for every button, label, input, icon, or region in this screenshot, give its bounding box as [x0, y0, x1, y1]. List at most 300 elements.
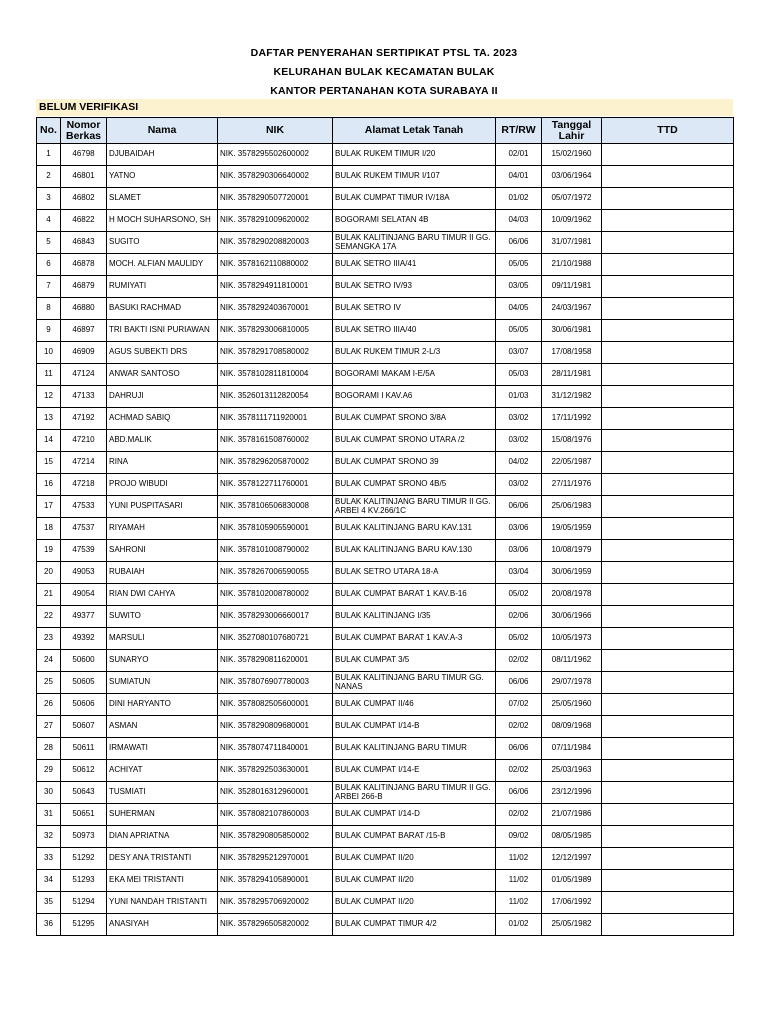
row-no: 29 — [37, 760, 61, 782]
row-no: 14 — [37, 430, 61, 452]
table-header-row — [37, 118, 734, 144]
row-ttd-signature-cell — [602, 518, 734, 540]
table-row — [37, 738, 734, 760]
row-rtrw: 06/06 — [496, 782, 542, 804]
row-no: 1 — [37, 144, 61, 166]
row-no: 36 — [37, 914, 61, 936]
row-rtrw: 11/02 — [496, 870, 542, 892]
row-nik: NIK. 3578082107860003 — [218, 804, 333, 826]
row-rtrw: 05/03 — [496, 364, 542, 386]
table-row — [37, 540, 734, 562]
row-no: 13 — [37, 408, 61, 430]
row-alamat: BULAK SETRO IIIA/40 — [333, 320, 496, 342]
row-berkas: 47218 — [61, 474, 107, 496]
row-ttd-signature-cell — [602, 166, 734, 188]
row-no: 24 — [37, 650, 61, 672]
row-nik: NIK. 3578082505600001 — [218, 694, 333, 716]
row-nik: NIK. 3578292503630001 — [218, 760, 333, 782]
row-rtrw: 02/01 — [496, 144, 542, 166]
row-lahir: 10/09/1962 — [542, 210, 602, 232]
table-row — [37, 386, 734, 408]
table-row — [37, 584, 734, 606]
row-ttd-signature-cell — [602, 738, 734, 760]
row-no: 35 — [37, 892, 61, 914]
row-alamat: BULAK KALITINJANG BARU TIMUR II GG. ARBEI 4 KV.266/1C — [333, 496, 496, 518]
row-rtrw: 03/05 — [496, 276, 542, 298]
row-berkas: 46880 — [61, 298, 107, 320]
row-rtrw: 04/01 — [496, 166, 542, 188]
row-no: 32 — [37, 826, 61, 848]
row-nik: NIK. 3578295502600002 — [218, 144, 333, 166]
row-lahir: 17/08/1958 — [542, 342, 602, 364]
row-nik: NIK. 3578290306640002 — [218, 166, 333, 188]
col-header-rtrw: RT/RW — [496, 118, 542, 144]
row-no: 16 — [37, 474, 61, 496]
row-nama: ACHMAD SABIQ — [107, 408, 218, 430]
row-alamat: BULAK CUMPAT II/20 — [333, 870, 496, 892]
row-nik: NIK. 3578161508760002 — [218, 430, 333, 452]
row-nama: SLAMET — [107, 188, 218, 210]
row-alamat: BULAK CUMPAT TIMUR 4/2 — [333, 914, 496, 936]
table-row — [37, 298, 734, 320]
row-lahir: 08/05/1985 — [542, 826, 602, 848]
table-row — [37, 496, 734, 518]
row-berkas: 46878 — [61, 254, 107, 276]
row-lahir: 30/06/1981 — [542, 320, 602, 342]
row-rtrw: 05/02 — [496, 584, 542, 606]
row-nama: EKA MEI TRISTANTI — [107, 870, 218, 892]
row-ttd-signature-cell — [602, 276, 734, 298]
row-nik: NIK. 3578293006660017 — [218, 606, 333, 628]
row-ttd-signature-cell — [602, 188, 734, 210]
row-no: 2 — [37, 166, 61, 188]
row-lahir: 20/08/1978 — [542, 584, 602, 606]
row-lahir: 10/05/1973 — [542, 628, 602, 650]
row-nama: IRMAWATI — [107, 738, 218, 760]
row-no: 5 — [37, 232, 61, 254]
row-ttd-signature-cell — [602, 452, 734, 474]
row-lahir: 15/08/1976 — [542, 430, 602, 452]
row-no: 28 — [37, 738, 61, 760]
row-berkas: 50607 — [61, 716, 107, 738]
row-ttd-signature-cell — [602, 650, 734, 672]
row-nama: YATNO — [107, 166, 218, 188]
row-berkas: 50605 — [61, 672, 107, 694]
row-ttd-signature-cell — [602, 716, 734, 738]
row-nama: H MOCH SUHARSONO, SH — [107, 210, 218, 232]
row-no: 30 — [37, 782, 61, 804]
row-ttd-signature-cell — [602, 562, 734, 584]
row-alamat: BOGORAMI SELATAN 4B — [333, 210, 496, 232]
row-rtrw: 03/04 — [496, 562, 542, 584]
col-header-berkas: Nomor Berkas — [61, 118, 107, 144]
row-nama: SUNARYO — [107, 650, 218, 672]
row-nama: BASUKI RACHMAD — [107, 298, 218, 320]
row-nama: DAHRUJI — [107, 386, 218, 408]
table-row — [37, 364, 734, 386]
col-header-nik: NIK — [218, 118, 333, 144]
row-lahir: 01/05/1989 — [542, 870, 602, 892]
row-no: 4 — [37, 210, 61, 232]
row-alamat: BULAK CUMPAT SRONO UTARA /2 — [333, 430, 496, 452]
row-berkas: 50643 — [61, 782, 107, 804]
table-row — [37, 452, 734, 474]
row-nik: NIK. 3578290811620001 — [218, 650, 333, 672]
row-berkas: 49053 — [61, 562, 107, 584]
row-no: 15 — [37, 452, 61, 474]
row-berkas: 51292 — [61, 848, 107, 870]
row-rtrw: 02/02 — [496, 760, 542, 782]
row-no: 20 — [37, 562, 61, 584]
table-row — [37, 760, 734, 782]
row-ttd-signature-cell — [602, 232, 734, 254]
row-alamat: BULAK CUMPAT SRONO 39 — [333, 452, 496, 474]
row-nik: NIK. 3527080107680721 — [218, 628, 333, 650]
row-alamat: BULAK CUMPAT II/46 — [333, 694, 496, 716]
row-alamat: BULAK SETRO IIIA/41 — [333, 254, 496, 276]
row-nama: RIYAMAH — [107, 518, 218, 540]
table-row — [37, 694, 734, 716]
table-row — [37, 166, 734, 188]
row-lahir: 25/06/1983 — [542, 496, 602, 518]
row-ttd-signature-cell — [602, 144, 734, 166]
row-nik: NIK. 3578074711840001 — [218, 738, 333, 760]
col-header-ttd: TTD — [602, 118, 734, 144]
row-berkas: 50600 — [61, 650, 107, 672]
row-nik: NIK. 3578295706920002 — [218, 892, 333, 914]
row-rtrw: 01/02 — [496, 188, 542, 210]
row-rtrw: 03/06 — [496, 518, 542, 540]
row-rtrw: 06/06 — [496, 496, 542, 518]
row-rtrw: 04/02 — [496, 452, 542, 474]
row-alamat: BULAK SETRO UTARA 18-A — [333, 562, 496, 584]
row-berkas: 47533 — [61, 496, 107, 518]
row-no: 17 — [37, 496, 61, 518]
row-nama: TRI BAKTI ISNI PURIAWAN — [107, 320, 218, 342]
table-row — [37, 826, 734, 848]
row-rtrw: 11/02 — [496, 892, 542, 914]
row-alamat: BULAK KALITINJANG BARU KAV.131 — [333, 518, 496, 540]
row-ttd-signature-cell — [602, 914, 734, 936]
row-no: 25 — [37, 672, 61, 694]
row-berkas: 46801 — [61, 166, 107, 188]
row-alamat: BULAK CUMPAT SRONO 3/8A — [333, 408, 496, 430]
row-rtrw: 03/02 — [496, 408, 542, 430]
title-line-3: KANTOR PERTANAHAN KOTA SURABAYA II — [270, 85, 498, 97]
row-rtrw: 06/06 — [496, 672, 542, 694]
table-row — [37, 518, 734, 540]
row-nik: NIK. 3578296505820002 — [218, 914, 333, 936]
row-lahir: 09/11/1981 — [542, 276, 602, 298]
row-no: 21 — [37, 584, 61, 606]
row-ttd-signature-cell — [602, 408, 734, 430]
row-ttd-signature-cell — [602, 496, 734, 518]
row-ttd-signature-cell — [602, 320, 734, 342]
row-lahir: 10/08/1979 — [542, 540, 602, 562]
row-lahir: 24/03/1967 — [542, 298, 602, 320]
row-no: 26 — [37, 694, 61, 716]
title-line-1: DAFTAR PENYERAHAN SERTIPIKAT PTSL TA. 2023 — [250, 47, 518, 59]
row-lahir: 25/05/1960 — [542, 694, 602, 716]
row-ttd-signature-cell — [602, 254, 734, 276]
row-no: 3 — [37, 188, 61, 210]
row-ttd-signature-cell — [602, 386, 734, 408]
row-nik: NIK. 3578101008790002 — [218, 540, 333, 562]
row-lahir: 08/11/1962 — [542, 650, 602, 672]
row-nik: NIK. 3578294911810001 — [218, 276, 333, 298]
row-nama: DIAN APRIATNA — [107, 826, 218, 848]
row-no: 10 — [37, 342, 61, 364]
row-rtrw: 09/02 — [496, 826, 542, 848]
table-row — [37, 210, 734, 232]
row-alamat: BULAK RUKEM TIMUR I/107 — [333, 166, 496, 188]
row-lahir: 15/02/1960 — [542, 144, 602, 166]
row-berkas: 47192 — [61, 408, 107, 430]
row-no: 8 — [37, 298, 61, 320]
certificate-table — [36, 117, 734, 936]
row-no: 6 — [37, 254, 61, 276]
row-berkas: 47124 — [61, 364, 107, 386]
row-ttd-signature-cell — [602, 892, 734, 914]
row-ttd-signature-cell — [602, 826, 734, 848]
row-nama: TUSMIATI — [107, 782, 218, 804]
row-rtrw: 05/05 — [496, 320, 542, 342]
row-lahir: 21/10/1988 — [542, 254, 602, 276]
row-nama: SUWITO — [107, 606, 218, 628]
row-alamat: BULAK SETRO IV/93 — [333, 276, 496, 298]
table-row — [37, 870, 734, 892]
row-ttd-signature-cell — [602, 584, 734, 606]
row-no: 9 — [37, 320, 61, 342]
table-body — [37, 144, 734, 936]
row-no: 23 — [37, 628, 61, 650]
table-row — [37, 320, 734, 342]
row-lahir: 05/07/1972 — [542, 188, 602, 210]
table-row — [37, 804, 734, 826]
row-alamat: BULAK CUMPAT I/14-E — [333, 760, 496, 782]
row-berkas: 50651 — [61, 804, 107, 826]
row-alamat: BULAK RUKEM TIMUR 2-L/3 — [333, 342, 496, 364]
row-lahir: 19/05/1959 — [542, 518, 602, 540]
row-nik: NIK. 3526013112820054 — [218, 386, 333, 408]
row-alamat: BULAK CUMPAT 3/5 — [333, 650, 496, 672]
row-nama: PROJO WIBUDI — [107, 474, 218, 496]
row-nama: YUNI PUSPITASARI — [107, 496, 218, 518]
row-ttd-signature-cell — [602, 848, 734, 870]
row-alamat: BULAK RUKEM TIMUR I/20 — [333, 144, 496, 166]
row-nik: NIK. 3578267006590055 — [218, 562, 333, 584]
row-nama: RUMIYATI — [107, 276, 218, 298]
row-lahir: 31/12/1982 — [542, 386, 602, 408]
row-nik: NIK. 3578295212970001 — [218, 848, 333, 870]
row-rtrw: 06/06 — [496, 232, 542, 254]
row-berkas: 51295 — [61, 914, 107, 936]
row-nama: ACHIYAT — [107, 760, 218, 782]
row-nik: NIK. 3578122711760001 — [218, 474, 333, 496]
row-berkas: 46822 — [61, 210, 107, 232]
row-nama: MARSULI — [107, 628, 218, 650]
row-alamat: BOGORAMI MAKAM I-E/5A — [333, 364, 496, 386]
row-berkas: 46909 — [61, 342, 107, 364]
row-nama: RUBAIAH — [107, 562, 218, 584]
row-lahir: 25/05/1982 — [542, 914, 602, 936]
row-nama: AGUS SUBEKTI DRS — [107, 342, 218, 364]
row-lahir: 30/06/1959 — [542, 562, 602, 584]
row-rtrw: 03/07 — [496, 342, 542, 364]
row-alamat: BULAK KALITINJANG BARU KAV.130 — [333, 540, 496, 562]
table-row — [37, 628, 734, 650]
row-alamat: BOGORAMI I KAV.A6 — [333, 386, 496, 408]
row-nama: DJUBAIDAH — [107, 144, 218, 166]
row-alamat: BULAK CUMPAT TIMUR IV/18A — [333, 188, 496, 210]
row-nama: SUHERMAN — [107, 804, 218, 826]
row-berkas: 49054 — [61, 584, 107, 606]
row-no: 33 — [37, 848, 61, 870]
row-alamat: BULAK KALITINJANG BARU TIMUR GG. NANAS — [333, 672, 496, 694]
row-nama: ANASIYAH — [107, 914, 218, 936]
table-row — [37, 408, 734, 430]
row-nik: NIK. 3578111711920001 — [218, 408, 333, 430]
row-berkas: 49377 — [61, 606, 107, 628]
row-alamat: BULAK CUMPAT BARAT 1 KAV.A-3 — [333, 628, 496, 650]
row-lahir: 31/07/1981 — [542, 232, 602, 254]
row-alamat: BULAK CUMPAT SRONO 4B/5 — [333, 474, 496, 496]
row-rtrw: 03/02 — [496, 430, 542, 452]
row-no: 11 — [37, 364, 61, 386]
row-lahir: 25/03/1963 — [542, 760, 602, 782]
table-row — [37, 144, 734, 166]
row-nama: MOCH. ALFIAN MAULIDY — [107, 254, 218, 276]
row-rtrw: 11/02 — [496, 848, 542, 870]
row-ttd-signature-cell — [602, 540, 734, 562]
row-lahir: 07/11/1984 — [542, 738, 602, 760]
document-header — [0, 44, 768, 101]
row-nik: NIK. 3578290805850002 — [218, 826, 333, 848]
row-berkas: 46802 — [61, 188, 107, 210]
row-rtrw: 06/06 — [496, 738, 542, 760]
table-row — [37, 188, 734, 210]
row-berkas: 51293 — [61, 870, 107, 892]
row-alamat: BULAK CUMPAT I/14-B — [333, 716, 496, 738]
row-nik: NIK. 3578290809680001 — [218, 716, 333, 738]
table-row — [37, 672, 734, 694]
row-nama: SUMIATUN — [107, 672, 218, 694]
row-nik: NIK. 3528016312960001 — [218, 782, 333, 804]
row-nama: ANWAR SANTOSO — [107, 364, 218, 386]
table-row — [37, 254, 734, 276]
row-ttd-signature-cell — [602, 474, 734, 496]
row-nama: DINI HARYANTO — [107, 694, 218, 716]
table-row — [37, 914, 734, 936]
row-berkas: 50606 — [61, 694, 107, 716]
row-lahir: 27/11/1976 — [542, 474, 602, 496]
row-lahir: 17/11/1992 — [542, 408, 602, 430]
row-no: 22 — [37, 606, 61, 628]
table-row — [37, 606, 734, 628]
title-line-2: KELURAHAN BULAK KECAMATAN BULAK — [273, 66, 495, 78]
row-nik: NIK. 3578076907780003 — [218, 672, 333, 694]
row-ttd-signature-cell — [602, 804, 734, 826]
row-lahir: 08/09/1968 — [542, 716, 602, 738]
row-ttd-signature-cell — [602, 210, 734, 232]
table-row — [37, 650, 734, 672]
row-ttd-signature-cell — [602, 628, 734, 650]
row-nik: NIK. 3578291009620002 — [218, 210, 333, 232]
row-nik: NIK. 3578293006810005 — [218, 320, 333, 342]
row-nik: NIK. 3578290507720001 — [218, 188, 333, 210]
row-rtrw: 04/03 — [496, 210, 542, 232]
table-row — [37, 848, 734, 870]
row-lahir: 23/12/1996 — [542, 782, 602, 804]
row-berkas: 47539 — [61, 540, 107, 562]
row-ttd-signature-cell — [602, 782, 734, 804]
row-alamat: BULAK KALITINJANG BARU TIMUR II GG. ARBEI 266-B — [333, 782, 496, 804]
row-rtrw: 03/02 — [496, 474, 542, 496]
row-nik: NIK. 3578102811810004 — [218, 364, 333, 386]
row-ttd-signature-cell — [602, 672, 734, 694]
row-nama: ASMAN — [107, 716, 218, 738]
row-nama: SAHRONI — [107, 540, 218, 562]
row-rtrw: 02/02 — [496, 804, 542, 826]
row-ttd-signature-cell — [602, 870, 734, 892]
row-nama: RINA — [107, 452, 218, 474]
row-nik: NIK. 3578105905590001 — [218, 518, 333, 540]
row-berkas: 47537 — [61, 518, 107, 540]
row-alamat: BULAK CUMPAT BARAT 1 KAV.B-16 — [333, 584, 496, 606]
row-no: 34 — [37, 870, 61, 892]
row-nama: YUNI NANDAH TRISTANTI — [107, 892, 218, 914]
row-berkas: 50973 — [61, 826, 107, 848]
table-row — [37, 782, 734, 804]
table-row — [37, 232, 734, 254]
row-alamat: BULAK KALITINJANG BARU TIMUR — [333, 738, 496, 760]
row-ttd-signature-cell — [602, 298, 734, 320]
row-alamat: BULAK CUMPAT I/14-D — [333, 804, 496, 826]
row-alamat: BULAK SETRO IV — [333, 298, 496, 320]
row-berkas: 47214 — [61, 452, 107, 474]
row-nama: SUGITO — [107, 232, 218, 254]
row-berkas: 46897 — [61, 320, 107, 342]
table-row — [37, 342, 734, 364]
table-row — [37, 430, 734, 452]
row-rtrw: 02/02 — [496, 650, 542, 672]
row-nik: NIK. 3578102008780002 — [218, 584, 333, 606]
table-row — [37, 562, 734, 584]
row-berkas: 51294 — [61, 892, 107, 914]
row-lahir: 28/11/1981 — [542, 364, 602, 386]
row-alamat: BULAK CUMPAT II/20 — [333, 848, 496, 870]
row-berkas: 49392 — [61, 628, 107, 650]
row-rtrw: 01/02 — [496, 914, 542, 936]
row-rtrw: 03/06 — [496, 540, 542, 562]
col-header-lahir: Tanggal Lahir — [542, 118, 602, 144]
row-ttd-signature-cell — [602, 430, 734, 452]
row-berkas: 46879 — [61, 276, 107, 298]
row-ttd-signature-cell — [602, 342, 734, 364]
row-nama: RIAN DWI CAHYA — [107, 584, 218, 606]
row-berkas: 50611 — [61, 738, 107, 760]
row-no: 19 — [37, 540, 61, 562]
row-lahir: 03/06/1964 — [542, 166, 602, 188]
row-rtrw: 07/02 — [496, 694, 542, 716]
row-rtrw: 05/02 — [496, 628, 542, 650]
row-lahir: 12/12/1997 — [542, 848, 602, 870]
row-nama: ABD.MALIK — [107, 430, 218, 452]
row-nik: NIK. 3578296205870002 — [218, 452, 333, 474]
row-alamat: BULAK CUMPAT II/20 — [333, 892, 496, 914]
row-berkas: 46843 — [61, 232, 107, 254]
row-alamat: BULAK KALITINJANG BARU TIMUR II GG. SEMANGKA 17A — [333, 232, 496, 254]
